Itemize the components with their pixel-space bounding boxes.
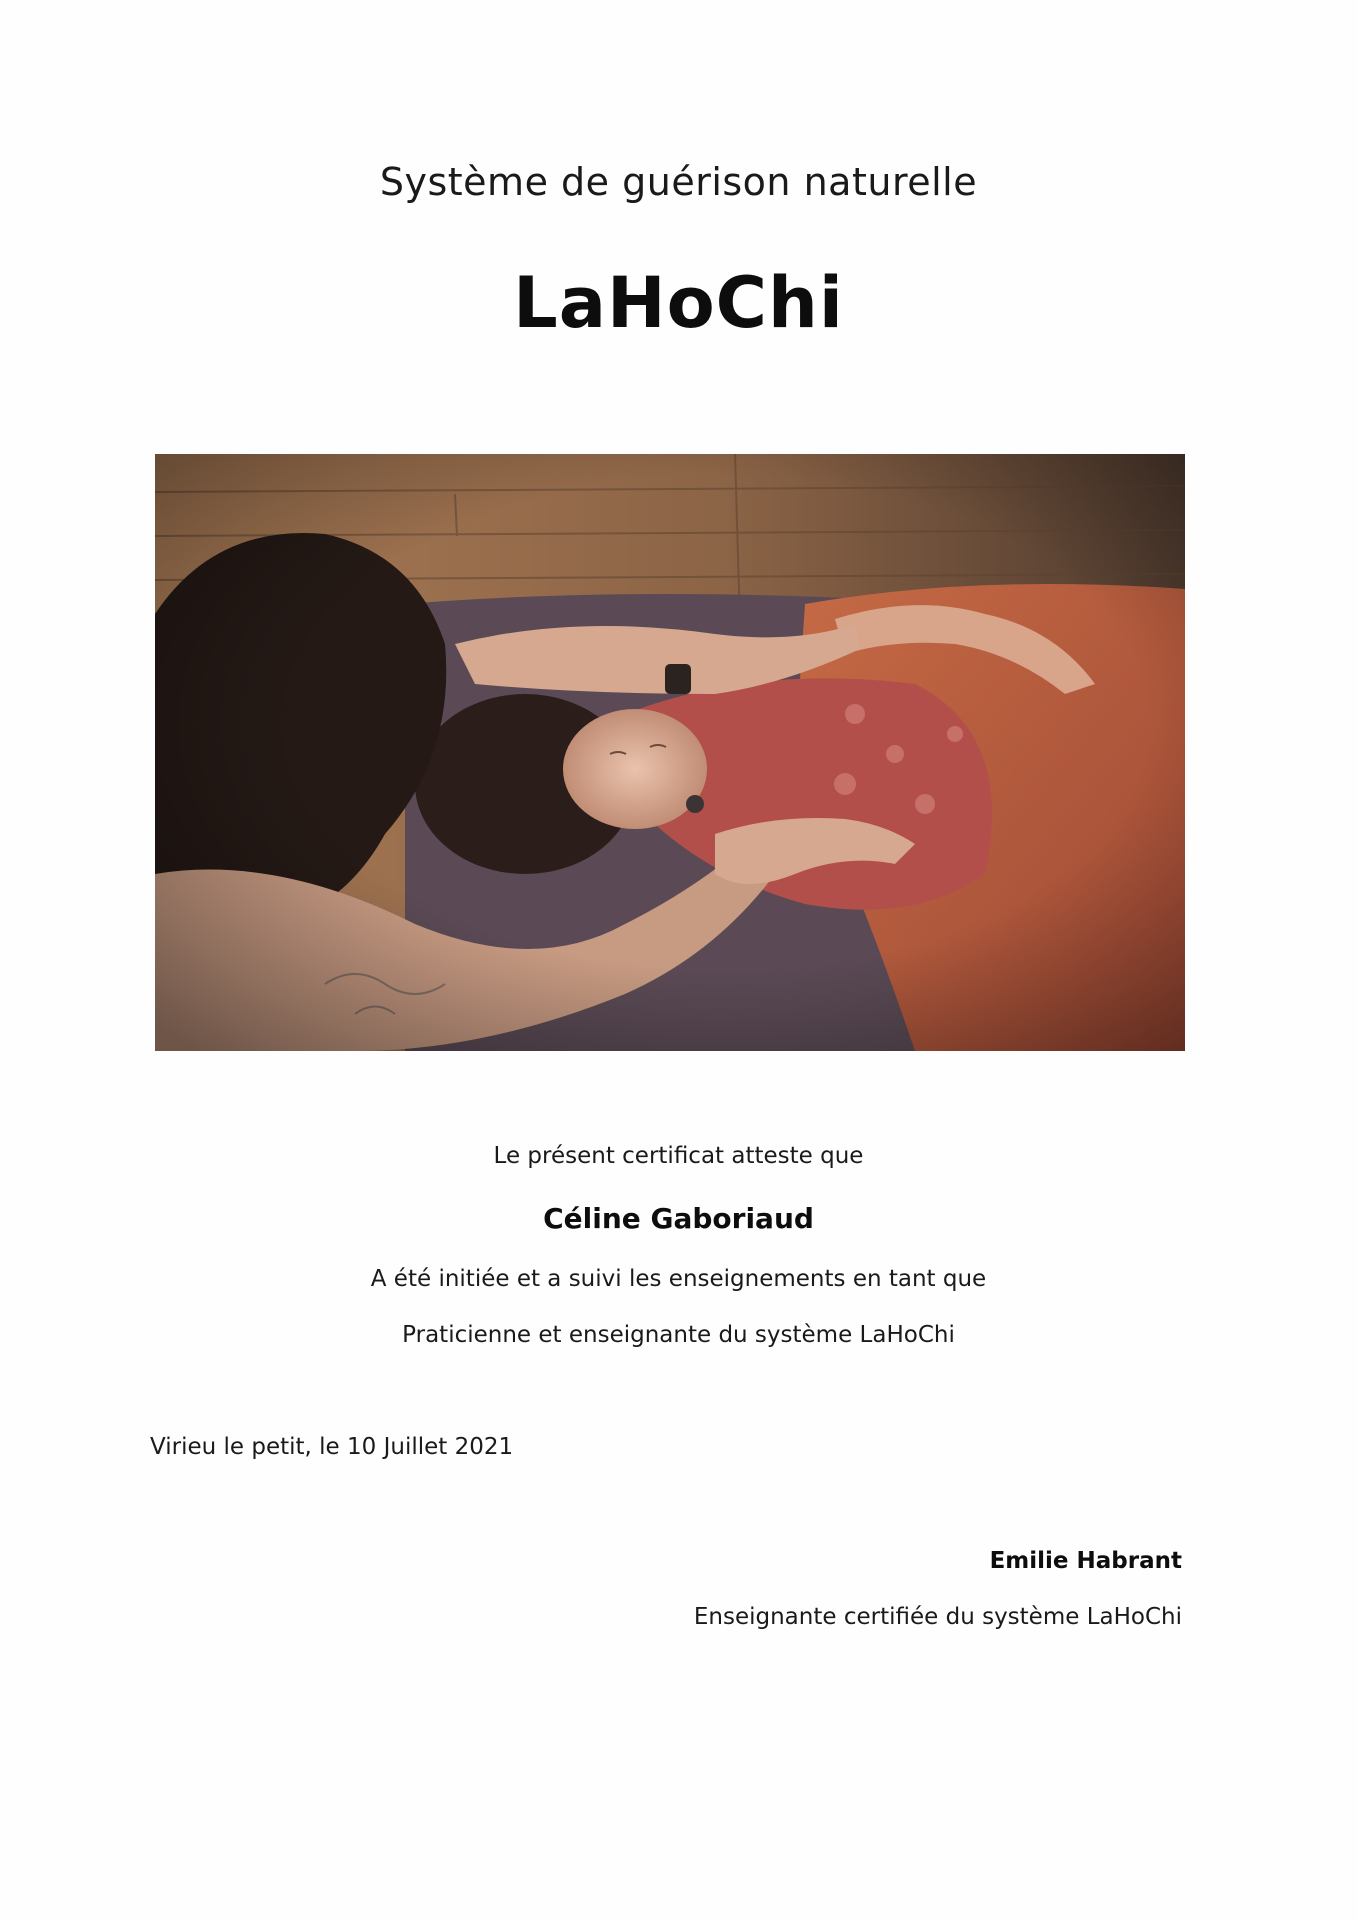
- healing-session-photo: [155, 454, 1185, 1051]
- certificate-subtitle: Système de guérison naturelle: [379, 160, 978, 204]
- statement-line-1: A été initiée et a suivi les enseignements en tant que: [370, 1266, 987, 1292]
- signer-name: Emilie Habrant: [989, 1548, 1182, 1574]
- attest-line: Le présent certificat atteste que: [493, 1143, 864, 1169]
- statement-line-2: Praticienne et enseignante du système LaHoChi: [402, 1322, 955, 1348]
- certificate-title: LaHoChi: [513, 262, 844, 344]
- recipient-name: Céline Gaboriaud: [543, 1202, 814, 1235]
- place-and-date: Virieu le petit, le 10 Juillet 2021: [150, 1434, 514, 1460]
- healing-session-illustration: [155, 454, 1185, 1051]
- signer-role: Enseignante certifiée du système LaHoChi: [693, 1604, 1182, 1630]
